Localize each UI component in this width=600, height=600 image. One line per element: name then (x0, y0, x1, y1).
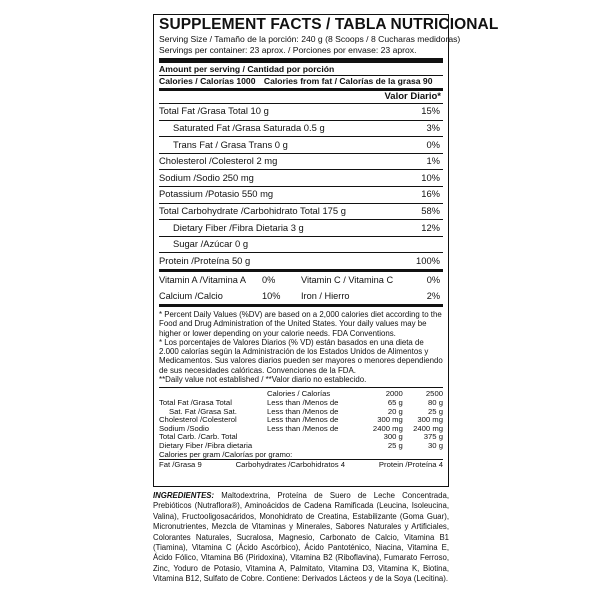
reference-2000: 2000 (385, 389, 403, 399)
ingredients-text: Maltodextrina, Proteína de Suero de Leche Concentrada, Prebióticos (Nutraflora®), Aminoácidos de Cadena Ramificada (Leucina, Isoleucina, Valina), Fructooligosacáridos, Monohidrato de Creatina, Estabilizante (Goma Guar), Micronutrientes, Mezcla de Vitaminas y Minerales, Sabores Naturales y Artificiales, Colorantes Naturales, Sucralosa, Magnesio, Carbonato de Calcio, Vitamina B1 (Tiamina), Vitamina C (Ácido Ascórbico), Ácido Pantoténico, Niacina, Vitamina E, Ácido Fólico, Vitamina B6 (Piridoxina), Vitamina B2 (Riboflavina), Fumarato Ferroso, Zinc, Yoduro de Potasio, Vitamina A, Palmitato, Vitamina D3, Vitamina K, Biotina, Vitamina B12, Sulfato de Cobre. Contiene: Derivados Lácteos y de la Soya (Lecitina). (153, 491, 449, 584)
reference-2500: 375 g (423, 432, 443, 442)
vitamin-label: Calcium /Calcio (159, 290, 223, 301)
nutrient-label: Cholesterol /Colesterol 2 mg (159, 155, 278, 167)
nutrient-label: Dietary Fiber /Fibra Dietaria 3 g (173, 221, 304, 233)
nutrient-row (159, 253, 443, 269)
reference-condition (267, 433, 363, 442)
reference-2500: 80 g (428, 397, 443, 407)
vitamin-row (159, 269, 443, 288)
nutrient-label: Trans Fat / Grasa Trans 0 g (173, 138, 288, 150)
vitamin-row (159, 288, 443, 307)
reference-2500: 2400 mg (413, 423, 443, 433)
nutrient-dv: 10% (421, 171, 440, 183)
supplement-facts-panel (153, 14, 499, 487)
nutrient-dv: 16% (421, 188, 440, 200)
servings-per-container: Servings per container: 23 aprox. / Porciones por envase: 23 aprox. (159, 45, 417, 55)
vitamin-dv: 2% (426, 290, 440, 301)
vitamin-dv: 0% (426, 274, 440, 285)
vitamin-label: Vitamin A /Vitamina A (159, 274, 246, 285)
reference-condition: Less than /Menos de (267, 406, 339, 416)
nutrient-row (159, 121, 443, 138)
nutrient-label: Potassium /Potasio 550 mg (159, 188, 274, 200)
nutrient-row (159, 204, 443, 221)
nutrient-label: Sugar /Azúcar 0 g (173, 238, 249, 250)
nutrient-list (159, 104, 443, 269)
thin-divider (159, 387, 443, 388)
nutrient-row (159, 170, 443, 187)
vitamin-label: Vitamin C / Vitamina C (301, 274, 394, 285)
serving-size: Serving Size / Tamaño de la porción: 240 g (8 Scoops / 8 Cucharas medidoras) (159, 34, 461, 44)
nutrient-row (159, 137, 443, 154)
calories-per-gram-label: Calories per gram /Calorías por gramo: (159, 450, 293, 460)
reference-condition: Less than /Menos de (267, 415, 339, 425)
amount-per-serving: Amount per serving / Cantidad por porción (159, 63, 443, 76)
reference-2500: 2500 (425, 389, 443, 399)
calories-per-gram-row (159, 459, 443, 469)
reference-label: Sodium /Sodio (159, 423, 209, 433)
reference-2500: 25 g (428, 406, 443, 416)
nutrient-dv: 100% (416, 254, 440, 266)
nutrient-label: Saturated Fat /Grasa Saturada 0.5 g (173, 121, 325, 133)
reference-2000: 65 g (387, 397, 403, 407)
nutrient-row (159, 154, 443, 171)
nutrient-label: Protein /Proteína 50 g (159, 254, 251, 266)
nutrient-dv: 12% (421, 221, 440, 233)
vitamin-dv: 0% (262, 274, 276, 285)
footnote-not-established: **Daily value not established / **Valor diario no establecido. (159, 375, 367, 385)
calories: Calories / Calorías 1000 (159, 76, 256, 86)
nutrient-dv: 15% (421, 105, 440, 117)
reference-2000: 300 mg (377, 415, 403, 425)
nutrient-row (159, 237, 443, 254)
nutrient-label: Total Carbohydrate /Carbohidrato Total 175 g (159, 204, 346, 216)
cpg-carbs: Carbohydrates /Carbohidratos 4 (235, 460, 346, 470)
reference-condition: Calories / Calorías (267, 389, 331, 399)
vitamin-dv: 10% (262, 290, 281, 301)
footnote-english: * Percent Daily Values (%DV) are based on a 2,000 calories diet according to the Food and Drug Administration of the United States. Your daily values may be higher or lower depending on your calorie needs. FDA Conventions. (159, 309, 442, 338)
cpg-protein: Protein /Proteína 4 (378, 460, 443, 470)
nutrient-dv: 3% (426, 121, 440, 133)
calories-from-fat: Calories from fat / Calorías de la grasa 90 (263, 76, 433, 86)
reference-label: Cholesterol /Colesterol (159, 415, 237, 425)
reference-2000: 300 g (383, 432, 403, 442)
cpg-fat: Fat /Grasa 9 (159, 460, 202, 470)
nutrient-row (159, 104, 443, 121)
footnote-spanish: * Los porcentajes de Valores Diarios (% VD) están basados en una dieta de 2.000 calorías según la Administración de los Estados Unidos de Alimentos y Medicamentos. Sus valores diarios pueden ser mayores o menores dependiendo de sus necesidades calóricas. Convenciones de la FDA. (159, 337, 443, 375)
reference-table (159, 390, 443, 450)
reference-label: Total Carb. /Carb. Total (159, 432, 238, 442)
nutrient-dv: 58% (421, 204, 440, 216)
nutrient-row (159, 187, 443, 204)
reference-label: Sat. Fat /Grasa Sat. (169, 406, 237, 416)
reference-row (159, 442, 443, 451)
footnotes (159, 310, 443, 384)
reference-condition: Less than /Menos de (267, 397, 339, 407)
nutrient-row (159, 220, 443, 237)
reference-2000: 25 g (387, 440, 403, 450)
nutrient-dv: 0% (426, 138, 440, 150)
nutrient-label: Sodium /Sodio 250 mg (159, 171, 254, 183)
vitamin-label: Iron / Hierro (301, 290, 350, 301)
reference-2500: 300 mg (417, 415, 443, 425)
ingredients-block (153, 491, 449, 585)
reference-label: Dietary Fiber /Fibra dietaria (159, 440, 253, 450)
nutrient-label: Total Fat /Grasa Total 10 g (159, 105, 269, 117)
reference-condition (267, 442, 363, 451)
daily-value-header: Valor Diario* (159, 91, 443, 104)
reference-2500: 30 g (428, 440, 443, 450)
reference-2000: 2400 mg (372, 423, 403, 433)
calories-line (159, 76, 443, 87)
reference-2000: 20 g (387, 406, 403, 416)
reference-label: Total Fat /Grasa Total (159, 397, 232, 407)
ingredients-label: INGREDIENTES: (153, 491, 215, 500)
panel-title: SUPPLEMENT FACTS / TABLA NUTRICIONAL (159, 16, 499, 33)
reference-condition: Less than /Menos de (267, 423, 339, 433)
nutrient-dv: 1% (426, 155, 440, 167)
